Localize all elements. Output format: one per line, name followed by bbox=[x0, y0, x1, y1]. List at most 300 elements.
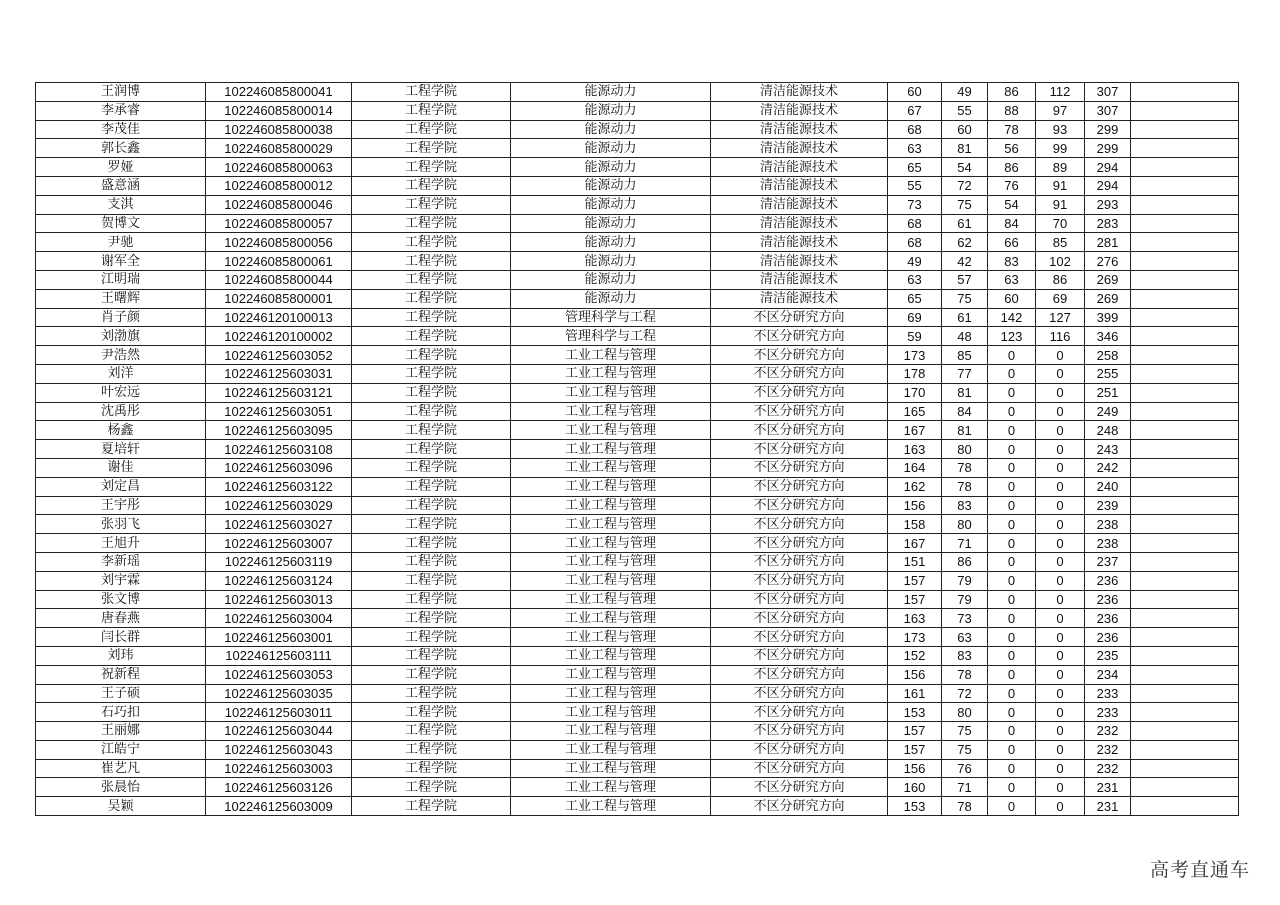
name-cell: 王曙辉 bbox=[36, 289, 206, 308]
score3-cell: 0 bbox=[988, 364, 1036, 383]
score2-cell: 84 bbox=[942, 402, 988, 421]
score1-cell: 167 bbox=[888, 421, 942, 440]
name-cell: 刘定昌 bbox=[36, 477, 206, 496]
total-cell: 294 bbox=[1085, 158, 1131, 177]
score4-cell: 70 bbox=[1036, 214, 1085, 233]
table-row bbox=[36, 289, 1239, 308]
score3-cell: 0 bbox=[988, 797, 1036, 816]
score1-cell: 163 bbox=[888, 440, 942, 459]
total-cell: 238 bbox=[1085, 515, 1131, 534]
score4-cell: 102 bbox=[1036, 252, 1085, 271]
id-cell: 102246125603029 bbox=[206, 496, 352, 515]
major-cell: 能源动力 bbox=[511, 139, 711, 158]
direction-cell: 不区分研究方向 bbox=[711, 308, 888, 327]
id-cell: 102246125603011 bbox=[206, 703, 352, 722]
table-row bbox=[36, 534, 1239, 553]
id-cell: 102246085800001 bbox=[206, 289, 352, 308]
direction-cell: 不区分研究方向 bbox=[711, 383, 888, 402]
name-cell: 谢军全 bbox=[36, 252, 206, 271]
total-cell: 232 bbox=[1085, 759, 1131, 778]
id-cell: 102246125603001 bbox=[206, 628, 352, 647]
major-cell: 工业工程与管理 bbox=[511, 534, 711, 553]
total-cell: 243 bbox=[1085, 440, 1131, 459]
score4-cell: 0 bbox=[1036, 496, 1085, 515]
major-cell: 能源动力 bbox=[511, 120, 711, 139]
score3-cell: 0 bbox=[988, 759, 1036, 778]
empty-cell bbox=[1131, 797, 1239, 816]
name-cell: 王丽娜 bbox=[36, 722, 206, 741]
table-row bbox=[36, 590, 1239, 609]
direction-cell: 不区分研究方向 bbox=[711, 327, 888, 346]
name-cell: 江明瑞 bbox=[36, 270, 206, 289]
total-cell: 269 bbox=[1085, 270, 1131, 289]
empty-cell bbox=[1131, 308, 1239, 327]
score3-cell: 78 bbox=[988, 120, 1036, 139]
score3-cell: 84 bbox=[988, 214, 1036, 233]
direction-cell: 清洁能源技术 bbox=[711, 214, 888, 233]
id-cell: 102246085800056 bbox=[206, 233, 352, 252]
empty-cell bbox=[1131, 364, 1239, 383]
table-row bbox=[36, 684, 1239, 703]
score1-cell: 156 bbox=[888, 496, 942, 515]
total-cell: 238 bbox=[1085, 534, 1131, 553]
direction-cell: 不区分研究方向 bbox=[711, 421, 888, 440]
score2-cell: 75 bbox=[942, 722, 988, 741]
score2-cell: 54 bbox=[942, 158, 988, 177]
id-cell: 102246125603009 bbox=[206, 797, 352, 816]
college-cell: 工程学院 bbox=[352, 402, 511, 421]
id-cell: 102246125603122 bbox=[206, 477, 352, 496]
score2-cell: 72 bbox=[942, 176, 988, 195]
direction-cell: 不区分研究方向 bbox=[711, 759, 888, 778]
score4-cell: 99 bbox=[1036, 139, 1085, 158]
id-cell: 102246085800063 bbox=[206, 158, 352, 177]
table-row bbox=[36, 665, 1239, 684]
total-cell: 248 bbox=[1085, 421, 1131, 440]
table-row bbox=[36, 421, 1239, 440]
score1-cell: 68 bbox=[888, 120, 942, 139]
total-cell: 233 bbox=[1085, 684, 1131, 703]
score1-cell: 151 bbox=[888, 552, 942, 571]
name-cell: 刘玮 bbox=[36, 646, 206, 665]
name-cell: 王润博 bbox=[36, 83, 206, 102]
college-cell: 工程学院 bbox=[352, 139, 511, 158]
id-cell: 102246085800061 bbox=[206, 252, 352, 271]
score2-cell: 78 bbox=[942, 797, 988, 816]
total-cell: 235 bbox=[1085, 646, 1131, 665]
table-body bbox=[36, 83, 1239, 816]
score1-cell: 156 bbox=[888, 759, 942, 778]
score3-cell: 0 bbox=[988, 646, 1036, 665]
id-cell: 102246125603053 bbox=[206, 665, 352, 684]
total-cell: 236 bbox=[1085, 609, 1131, 628]
score1-cell: 163 bbox=[888, 609, 942, 628]
college-cell: 工程学院 bbox=[352, 628, 511, 647]
major-cell: 工业工程与管理 bbox=[511, 458, 711, 477]
direction-cell: 不区分研究方向 bbox=[711, 590, 888, 609]
college-cell: 工程学院 bbox=[352, 496, 511, 515]
college-cell: 工程学院 bbox=[352, 195, 511, 214]
score3-cell: 56 bbox=[988, 139, 1036, 158]
major-cell: 工业工程与管理 bbox=[511, 421, 711, 440]
major-cell: 工业工程与管理 bbox=[511, 552, 711, 571]
id-cell: 102246085800038 bbox=[206, 120, 352, 139]
direction-cell: 不区分研究方向 bbox=[711, 364, 888, 383]
score3-cell: 0 bbox=[988, 346, 1036, 365]
total-cell: 269 bbox=[1085, 289, 1131, 308]
name-cell: 吴颖 bbox=[36, 797, 206, 816]
score3-cell: 0 bbox=[988, 778, 1036, 797]
score4-cell: 93 bbox=[1036, 120, 1085, 139]
direction-cell: 清洁能源技术 bbox=[711, 233, 888, 252]
table-row bbox=[36, 515, 1239, 534]
id-cell: 102246085800041 bbox=[206, 83, 352, 102]
score2-cell: 85 bbox=[942, 346, 988, 365]
score4-cell: 0 bbox=[1036, 402, 1085, 421]
empty-cell bbox=[1131, 139, 1239, 158]
total-cell: 242 bbox=[1085, 458, 1131, 477]
id-cell: 102246085800044 bbox=[206, 270, 352, 289]
score4-cell: 0 bbox=[1036, 722, 1085, 741]
score4-cell: 0 bbox=[1036, 346, 1085, 365]
score1-cell: 73 bbox=[888, 195, 942, 214]
total-cell: 231 bbox=[1085, 778, 1131, 797]
name-cell: 李茂佳 bbox=[36, 120, 206, 139]
major-cell: 管理科学与工程 bbox=[511, 327, 711, 346]
score2-cell: 48 bbox=[942, 327, 988, 346]
direction-cell: 不区分研究方向 bbox=[711, 496, 888, 515]
major-cell: 能源动力 bbox=[511, 252, 711, 271]
score3-cell: 54 bbox=[988, 195, 1036, 214]
id-cell: 102246085800057 bbox=[206, 214, 352, 233]
empty-cell bbox=[1131, 440, 1239, 459]
college-cell: 工程学院 bbox=[352, 176, 511, 195]
id-cell: 102246125603052 bbox=[206, 346, 352, 365]
score2-cell: 80 bbox=[942, 703, 988, 722]
name-cell: 闫长群 bbox=[36, 628, 206, 647]
table-row bbox=[36, 158, 1239, 177]
total-cell: 307 bbox=[1085, 83, 1131, 102]
score1-cell: 152 bbox=[888, 646, 942, 665]
table-row bbox=[36, 740, 1239, 759]
name-cell: 刘渤旗 bbox=[36, 327, 206, 346]
major-cell: 工业工程与管理 bbox=[511, 703, 711, 722]
major-cell: 工业工程与管理 bbox=[511, 440, 711, 459]
table-row bbox=[36, 571, 1239, 590]
score4-cell: 0 bbox=[1036, 759, 1085, 778]
score3-cell: 0 bbox=[988, 740, 1036, 759]
score2-cell: 83 bbox=[942, 496, 988, 515]
total-cell: 237 bbox=[1085, 552, 1131, 571]
college-cell: 工程学院 bbox=[352, 778, 511, 797]
empty-cell bbox=[1131, 120, 1239, 139]
score2-cell: 61 bbox=[942, 214, 988, 233]
id-cell: 102246085800046 bbox=[206, 195, 352, 214]
total-cell: 236 bbox=[1085, 571, 1131, 590]
score1-cell: 178 bbox=[888, 364, 942, 383]
score1-cell: 63 bbox=[888, 270, 942, 289]
empty-cell bbox=[1131, 101, 1239, 120]
score4-cell: 91 bbox=[1036, 176, 1085, 195]
score1-cell: 167 bbox=[888, 534, 942, 553]
name-cell: 罗娅 bbox=[36, 158, 206, 177]
score1-cell: 170 bbox=[888, 383, 942, 402]
table-row bbox=[36, 440, 1239, 459]
name-cell: 祝新程 bbox=[36, 665, 206, 684]
table-row bbox=[36, 496, 1239, 515]
name-cell: 唐春燕 bbox=[36, 609, 206, 628]
empty-cell bbox=[1131, 778, 1239, 797]
table-row bbox=[36, 458, 1239, 477]
major-cell: 能源动力 bbox=[511, 101, 711, 120]
score4-cell: 0 bbox=[1036, 552, 1085, 571]
score3-cell: 0 bbox=[988, 722, 1036, 741]
college-cell: 工程学院 bbox=[352, 703, 511, 722]
score3-cell: 0 bbox=[988, 590, 1036, 609]
table-row bbox=[36, 383, 1239, 402]
direction-cell: 清洁能源技术 bbox=[711, 139, 888, 158]
id-cell: 102246085800014 bbox=[206, 101, 352, 120]
name-cell: 王宇彤 bbox=[36, 496, 206, 515]
direction-cell: 不区分研究方向 bbox=[711, 740, 888, 759]
empty-cell bbox=[1131, 158, 1239, 177]
major-cell: 能源动力 bbox=[511, 83, 711, 102]
score3-cell: 0 bbox=[988, 571, 1036, 590]
major-cell: 能源动力 bbox=[511, 289, 711, 308]
score1-cell: 59 bbox=[888, 327, 942, 346]
table-row bbox=[36, 252, 1239, 271]
total-cell: 258 bbox=[1085, 346, 1131, 365]
college-cell: 工程学院 bbox=[352, 740, 511, 759]
score1-cell: 63 bbox=[888, 139, 942, 158]
score4-cell: 69 bbox=[1036, 289, 1085, 308]
direction-cell: 不区分研究方向 bbox=[711, 477, 888, 496]
major-cell: 工业工程与管理 bbox=[511, 364, 711, 383]
score3-cell: 0 bbox=[988, 440, 1036, 459]
score2-cell: 42 bbox=[942, 252, 988, 271]
total-cell: 232 bbox=[1085, 722, 1131, 741]
college-cell: 工程学院 bbox=[352, 308, 511, 327]
score2-cell: 73 bbox=[942, 609, 988, 628]
score4-cell: 0 bbox=[1036, 778, 1085, 797]
empty-cell bbox=[1131, 665, 1239, 684]
total-cell: 249 bbox=[1085, 402, 1131, 421]
major-cell: 工业工程与管理 bbox=[511, 759, 711, 778]
empty-cell bbox=[1131, 590, 1239, 609]
id-cell: 102246125603027 bbox=[206, 515, 352, 534]
id-cell: 102246120100002 bbox=[206, 327, 352, 346]
direction-cell: 清洁能源技术 bbox=[711, 195, 888, 214]
score2-cell: 86 bbox=[942, 552, 988, 571]
college-cell: 工程学院 bbox=[352, 477, 511, 496]
table-row bbox=[36, 233, 1239, 252]
score2-cell: 62 bbox=[942, 233, 988, 252]
college-cell: 工程学院 bbox=[352, 383, 511, 402]
id-cell: 102246125603044 bbox=[206, 722, 352, 741]
college-cell: 工程学院 bbox=[352, 552, 511, 571]
score1-cell: 164 bbox=[888, 458, 942, 477]
total-cell: 234 bbox=[1085, 665, 1131, 684]
score1-cell: 165 bbox=[888, 402, 942, 421]
table-row bbox=[36, 477, 1239, 496]
name-cell: 谢佳 bbox=[36, 458, 206, 477]
empty-cell bbox=[1131, 402, 1239, 421]
empty-cell bbox=[1131, 722, 1239, 741]
score3-cell: 0 bbox=[988, 609, 1036, 628]
total-cell: 231 bbox=[1085, 797, 1131, 816]
score1-cell: 157 bbox=[888, 722, 942, 741]
major-cell: 工业工程与管理 bbox=[511, 646, 711, 665]
table-row bbox=[36, 778, 1239, 797]
score2-cell: 78 bbox=[942, 458, 988, 477]
score3-cell: 0 bbox=[988, 458, 1036, 477]
empty-cell bbox=[1131, 646, 1239, 665]
empty-cell bbox=[1131, 534, 1239, 553]
score1-cell: 160 bbox=[888, 778, 942, 797]
name-cell: 石巧扣 bbox=[36, 703, 206, 722]
empty-cell bbox=[1131, 176, 1239, 195]
empty-cell bbox=[1131, 703, 1239, 722]
id-cell: 102246125603051 bbox=[206, 402, 352, 421]
name-cell: 王子硕 bbox=[36, 684, 206, 703]
major-cell: 工业工程与管理 bbox=[511, 346, 711, 365]
major-cell: 工业工程与管理 bbox=[511, 515, 711, 534]
score2-cell: 80 bbox=[942, 440, 988, 459]
table-row bbox=[36, 703, 1239, 722]
college-cell: 工程学院 bbox=[352, 684, 511, 703]
score3-cell: 0 bbox=[988, 383, 1036, 402]
major-cell: 工业工程与管理 bbox=[511, 402, 711, 421]
score3-cell: 0 bbox=[988, 477, 1036, 496]
id-cell: 102246125603096 bbox=[206, 458, 352, 477]
table-row bbox=[36, 722, 1239, 741]
major-cell: 工业工程与管理 bbox=[511, 778, 711, 797]
id-cell: 102246125603095 bbox=[206, 421, 352, 440]
table-row bbox=[36, 195, 1239, 214]
major-cell: 管理科学与工程 bbox=[511, 308, 711, 327]
total-cell: 276 bbox=[1085, 252, 1131, 271]
score1-cell: 69 bbox=[888, 308, 942, 327]
score4-cell: 0 bbox=[1036, 590, 1085, 609]
direction-cell: 不区分研究方向 bbox=[711, 458, 888, 477]
id-cell: 102246125603119 bbox=[206, 552, 352, 571]
direction-cell: 不区分研究方向 bbox=[711, 534, 888, 553]
score1-cell: 153 bbox=[888, 703, 942, 722]
table-row bbox=[36, 176, 1239, 195]
score2-cell: 61 bbox=[942, 308, 988, 327]
score2-cell: 75 bbox=[942, 195, 988, 214]
score2-cell: 78 bbox=[942, 665, 988, 684]
direction-cell: 清洁能源技术 bbox=[711, 120, 888, 139]
major-cell: 能源动力 bbox=[511, 176, 711, 195]
score4-cell: 0 bbox=[1036, 797, 1085, 816]
table-row bbox=[36, 759, 1239, 778]
id-cell: 102246125603043 bbox=[206, 740, 352, 759]
watermark-logo: 高考直通车 bbox=[1149, 859, 1250, 881]
empty-cell bbox=[1131, 252, 1239, 271]
score2-cell: 63 bbox=[942, 628, 988, 647]
major-cell: 工业工程与管理 bbox=[511, 722, 711, 741]
score4-cell: 86 bbox=[1036, 270, 1085, 289]
id-cell: 102246085800012 bbox=[206, 176, 352, 195]
score4-cell: 89 bbox=[1036, 158, 1085, 177]
college-cell: 工程学院 bbox=[352, 609, 511, 628]
score1-cell: 68 bbox=[888, 233, 942, 252]
college-cell: 工程学院 bbox=[352, 421, 511, 440]
direction-cell: 不区分研究方向 bbox=[711, 515, 888, 534]
score3-cell: 83 bbox=[988, 252, 1036, 271]
empty-cell bbox=[1131, 740, 1239, 759]
table-row bbox=[36, 797, 1239, 816]
table-row bbox=[36, 552, 1239, 571]
score2-cell: 55 bbox=[942, 101, 988, 120]
direction-cell: 清洁能源技术 bbox=[711, 158, 888, 177]
name-cell: 沈禹彤 bbox=[36, 402, 206, 421]
score2-cell: 72 bbox=[942, 684, 988, 703]
score4-cell: 85 bbox=[1036, 233, 1085, 252]
score4-cell: 0 bbox=[1036, 665, 1085, 684]
name-cell: 李承睿 bbox=[36, 101, 206, 120]
score2-cell: 49 bbox=[942, 83, 988, 102]
table-row bbox=[36, 364, 1239, 383]
score-table bbox=[35, 82, 1239, 816]
total-cell: 293 bbox=[1085, 195, 1131, 214]
table-row bbox=[36, 628, 1239, 647]
score3-cell: 0 bbox=[988, 402, 1036, 421]
id-cell: 102246125603031 bbox=[206, 364, 352, 383]
direction-cell: 清洁能源技术 bbox=[711, 289, 888, 308]
name-cell: 郭长鑫 bbox=[36, 139, 206, 158]
major-cell: 工业工程与管理 bbox=[511, 740, 711, 759]
score4-cell: 0 bbox=[1036, 646, 1085, 665]
score2-cell: 81 bbox=[942, 421, 988, 440]
score1-cell: 173 bbox=[888, 628, 942, 647]
total-cell: 346 bbox=[1085, 327, 1131, 346]
score4-cell: 0 bbox=[1036, 534, 1085, 553]
score1-cell: 60 bbox=[888, 83, 942, 102]
score1-cell: 153 bbox=[888, 797, 942, 816]
score4-cell: 0 bbox=[1036, 684, 1085, 703]
score1-cell: 157 bbox=[888, 590, 942, 609]
empty-cell bbox=[1131, 609, 1239, 628]
college-cell: 工程学院 bbox=[352, 233, 511, 252]
score3-cell: 0 bbox=[988, 684, 1036, 703]
college-cell: 工程学院 bbox=[352, 534, 511, 553]
score4-cell: 127 bbox=[1036, 308, 1085, 327]
name-cell: 张羽飞 bbox=[36, 515, 206, 534]
table-row bbox=[36, 346, 1239, 365]
score1-cell: 158 bbox=[888, 515, 942, 534]
empty-cell bbox=[1131, 515, 1239, 534]
score2-cell: 75 bbox=[942, 289, 988, 308]
college-cell: 工程学院 bbox=[352, 158, 511, 177]
id-cell: 102246125603108 bbox=[206, 440, 352, 459]
college-cell: 工程学院 bbox=[352, 440, 511, 459]
college-cell: 工程学院 bbox=[352, 83, 511, 102]
score4-cell: 0 bbox=[1036, 383, 1085, 402]
empty-cell bbox=[1131, 289, 1239, 308]
score3-cell: 86 bbox=[988, 158, 1036, 177]
name-cell: 李新瑶 bbox=[36, 552, 206, 571]
major-cell: 能源动力 bbox=[511, 195, 711, 214]
major-cell: 能源动力 bbox=[511, 158, 711, 177]
id-cell: 102246125603111 bbox=[206, 646, 352, 665]
college-cell: 工程学院 bbox=[352, 214, 511, 233]
score2-cell: 71 bbox=[942, 534, 988, 553]
score4-cell: 91 bbox=[1036, 195, 1085, 214]
direction-cell: 不区分研究方向 bbox=[711, 797, 888, 816]
empty-cell bbox=[1131, 496, 1239, 515]
